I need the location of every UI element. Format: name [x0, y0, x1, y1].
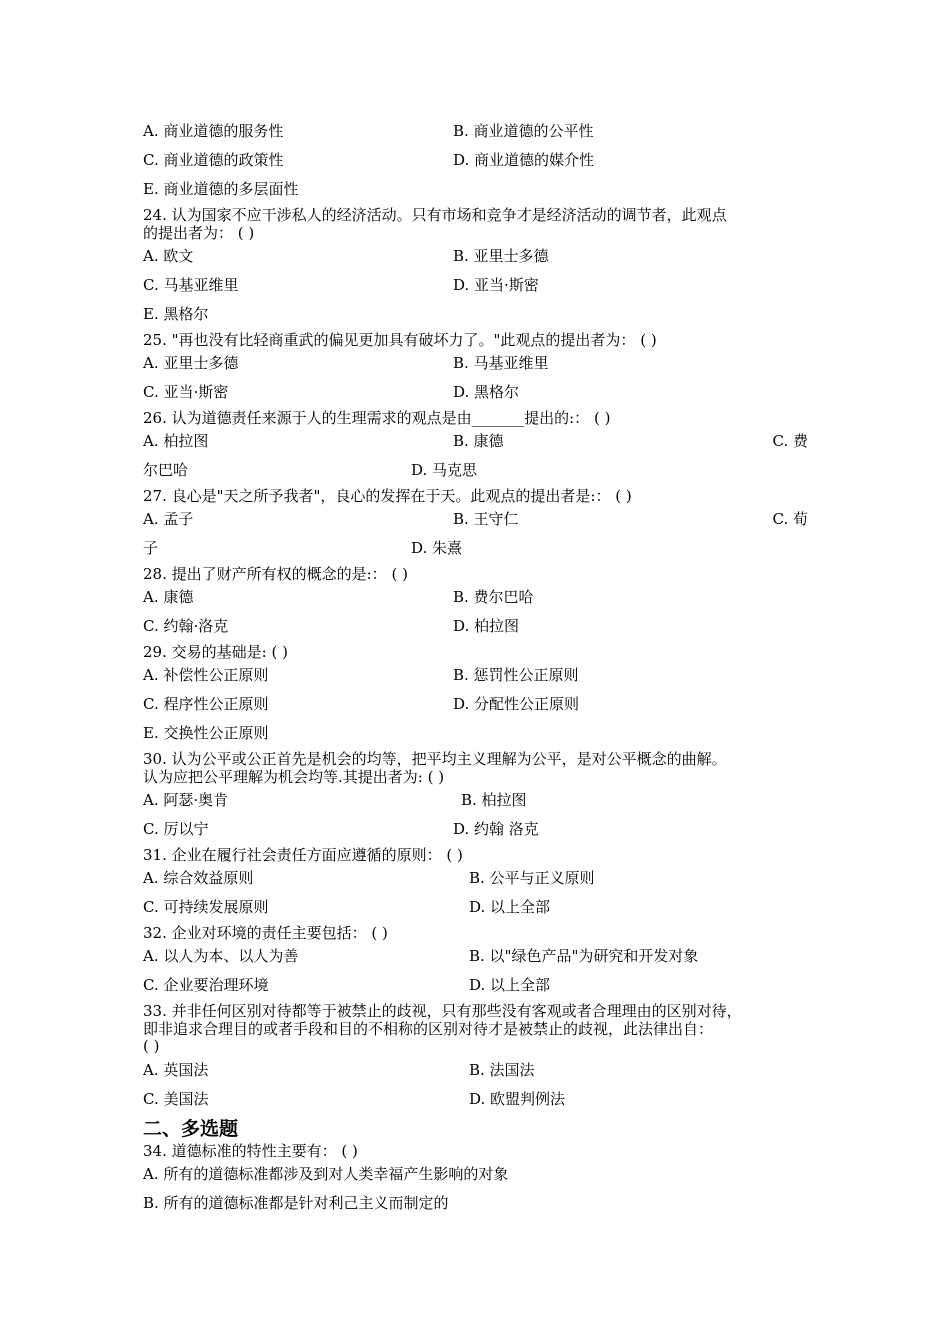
q27-option-c-continued: 子 — [143, 539, 159, 557]
q34-question: 34. 道德标准的特性主要有： ( ) — [143, 1141, 358, 1160]
q24-question-line-2: 的提出者为： ( ) — [143, 223, 255, 242]
q31-options-row-1 — [143, 863, 808, 892]
q26-options-row-2 — [143, 455, 808, 484]
q34-option-b-row — [143, 1188, 808, 1217]
q23-option-b: B. 商业道德的公平性 — [453, 122, 594, 140]
q27-option-b: B. 王守仁 — [453, 510, 519, 528]
q26-option-a: A. 柏拉图 — [143, 432, 209, 450]
q32-option-c: C. 企业要治理环境 — [143, 976, 269, 994]
q26-option-b: B. 康德 — [453, 432, 504, 450]
q30-question-line-1: 30. 认为公平或公正首先是机会的均等，把平均主义理解为公平，是对公平概念的曲解。 — [143, 749, 727, 768]
q25-option-c: C. 亚当·斯密 — [143, 383, 229, 401]
q24-option-d: D. 亚当·斯密 — [453, 276, 539, 294]
section-title-multiple-choice: 二、多选题 — [143, 1118, 239, 1140]
q26-option-c: C. 费 — [772, 432, 808, 450]
q25-options-row-1 — [143, 348, 808, 377]
q28-option-a: A. 康德 — [143, 588, 194, 606]
q32-options-row-1 — [143, 941, 808, 970]
q29-option-d: D. 分配性公正原则 — [453, 695, 580, 713]
q27-options-row-1 — [143, 504, 808, 533]
q34-option-a-row — [143, 1159, 808, 1188]
document-page — [143, 116, 808, 1217]
q29-option-b: B. 惩罚性公正原则 — [453, 666, 579, 684]
q29-options-row-2 — [143, 689, 808, 718]
q30-option-b: B. 柏拉图 — [461, 791, 527, 809]
q26-options-row-1 — [143, 426, 808, 455]
q33-question-line-2: 即非追求合理目的或者手段和目的不相称的区别对待才是被禁止的歧视，此法律出自： — [143, 1019, 714, 1038]
q28-option-c: C. 约翰·洛克 — [143, 617, 229, 635]
q31-option-b: B. 公平与正义原则 — [469, 869, 595, 887]
q28-question: 28. 提出了财产所有权的概念的是:： ( ) — [143, 564, 408, 583]
q27-options-row-2 — [143, 533, 808, 562]
q30-option-d: D. 约翰 洛克 — [453, 820, 539, 838]
q33-option-a: A. 英国法 — [143, 1061, 209, 1079]
q28-option-d: D. 柏拉图 — [453, 617, 520, 635]
q26-question: 26. 认为道德责任来源于人的生理需求的观点是由_______提出的:： ( ) — [143, 408, 611, 427]
q33-question-line-1: 33. 并非任何区别对待都等于被禁止的歧视，只有那些没有客观或者合理理由的区别对待， — [143, 1001, 742, 1020]
q33-options-row-1 — [143, 1055, 808, 1084]
q25-options-row-2 — [143, 377, 808, 406]
q29-options-row-3 — [143, 718, 808, 747]
q31-option-c: C. 可持续发展原则 — [143, 898, 269, 916]
q29-option-c: C. 程序性公正原则 — [143, 695, 269, 713]
q23-option-d: D. 商业道德的媒介性 — [453, 151, 595, 169]
q31-question: 31. 企业在履行社会责任方面应遵循的原则： ( ) — [143, 845, 463, 864]
q24-options-row-3 — [143, 299, 808, 328]
q34-option-b: B. 所有的道德标准都是针对利己主义而制定的 — [143, 1194, 449, 1212]
q34-option-a: A. 所有的道德标准都涉及到对人类幸福产生影响的对象 — [143, 1165, 509, 1183]
q33-option-b: B. 法国法 — [469, 1061, 535, 1079]
q26-option-d: D. 马克思 — [411, 461, 478, 479]
q32-option-b: B. 以"绿色产品"为研究和开发对象 — [469, 947, 699, 965]
q33-question-line-3: ( ) — [143, 1037, 160, 1055]
q25-option-a: A. 亚里士多德 — [143, 354, 239, 372]
q28-options-row-1 — [143, 582, 808, 611]
q28-option-b: B. 费尔巴哈 — [453, 588, 534, 606]
q24-options-row-2 — [143, 270, 808, 299]
q27-option-c: C. 荀 — [772, 510, 808, 528]
q27-option-a: A. 孟子 — [143, 510, 194, 528]
q30-option-a: A. 阿瑟·奥肯 — [143, 791, 229, 809]
q25-option-d: D. 黑格尔 — [453, 383, 520, 401]
q30-option-c: C. 厉以宁 — [143, 820, 209, 838]
q25-option-b: B. 马基亚维里 — [453, 354, 549, 372]
q32-option-a: A. 以人为本、以人为善 — [143, 947, 299, 965]
q29-options-row-1 — [143, 660, 808, 689]
q24-question-line-1: 24. 认为国家不应干涉私人的经济活动。只有市场和竞争才是经济活动的调节者，此观点 — [143, 205, 727, 224]
q29-option-a: A. 补偿性公正原则 — [143, 666, 269, 684]
q23-options-row-2 — [143, 145, 808, 174]
q28-options-row-2 — [143, 611, 808, 640]
q33-option-d: D. 欧盟判例法 — [469, 1090, 566, 1108]
q23-option-c: C. 商业道德的政策性 — [143, 151, 284, 169]
q24-option-a: A. 欧文 — [143, 247, 194, 265]
q31-option-a: A. 综合效益原则 — [143, 869, 254, 887]
q29-option-e: E. 交换性公正原则 — [143, 724, 269, 742]
q27-option-d: D. 朱熹 — [411, 539, 463, 557]
q23-options-row-1 — [143, 116, 808, 145]
q23-options-row-3 — [143, 174, 808, 203]
q30-question-line-2: 认为应把公平理解为机会均等.其提出者为: ( ) — [143, 767, 445, 786]
q24-option-b: B. 亚里士多德 — [453, 247, 549, 265]
q23-option-a: A. 商业道德的服务性 — [143, 122, 284, 140]
q26-option-c-continued: 尔巴哈 — [143, 461, 189, 479]
q32-options-row-2 — [143, 970, 808, 999]
q24-option-e: E. 黑格尔 — [143, 305, 209, 323]
q33-options-row-2 — [143, 1084, 808, 1113]
q27-question: 27. 良心是"天之所予我者"，良心的发挥在于天。此观点的提出者是:： ( ) — [143, 486, 632, 505]
q29-question: 29. 交易的基础是: ( ) — [143, 642, 288, 661]
q25-question: 25. "再也没有比轻商重武的偏见更加具有破坏力了。"此观点的提出者为： ( ) — [143, 330, 657, 349]
q24-option-c: C. 马基亚维里 — [143, 276, 239, 294]
q33-option-c: C. 美国法 — [143, 1090, 209, 1108]
q32-question: 32. 企业对环境的责任主要包括： ( ) — [143, 923, 388, 942]
q30-options-row-2 — [143, 814, 808, 843]
q31-option-d: D. 以上全部 — [469, 898, 551, 916]
q31-options-row-2 — [143, 892, 808, 921]
q30-options-row-1 — [143, 785, 808, 814]
q32-option-d: D. 以上全部 — [469, 976, 551, 994]
q23-option-e: E. 商业道德的多层面性 — [143, 180, 299, 198]
q24-options-row-1 — [143, 241, 808, 270]
